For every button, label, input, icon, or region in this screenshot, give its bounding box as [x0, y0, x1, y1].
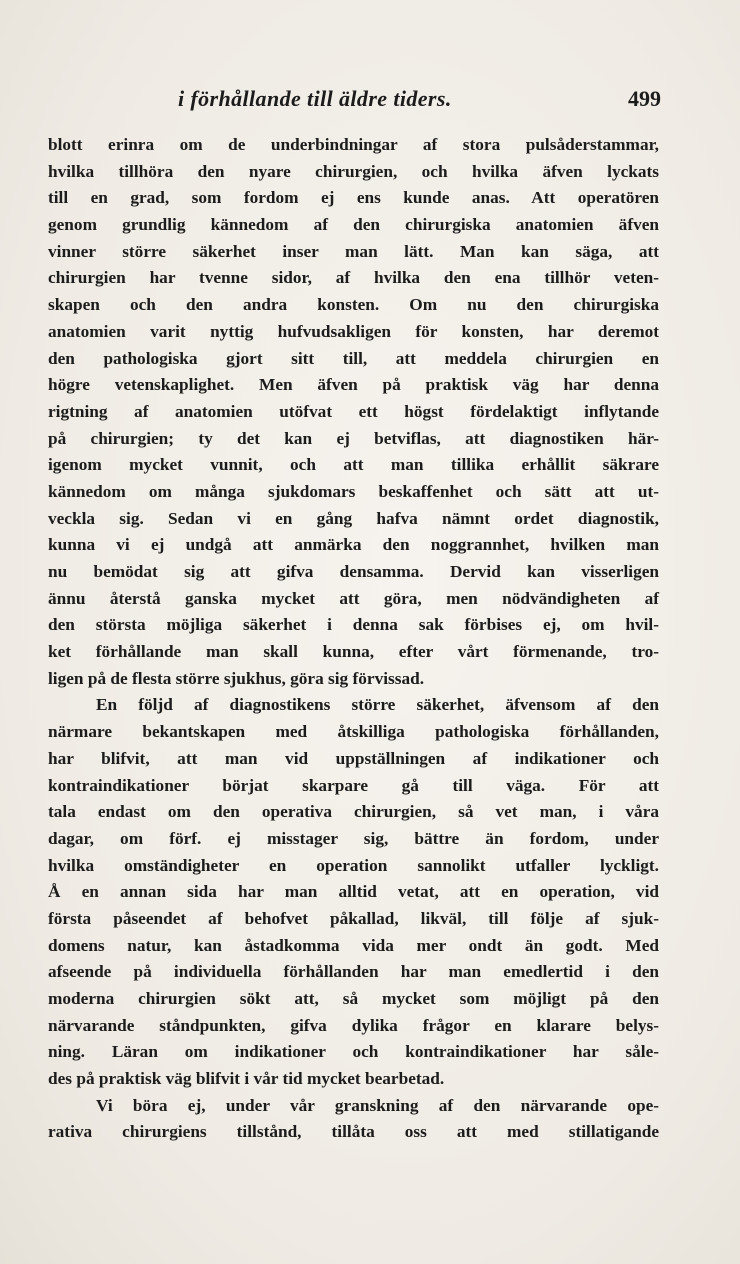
text-line: veckla sig. Sedan vi en gång hafva nämnt ordet diagnostik,: [48, 508, 659, 528]
text-line: igenom mycket vunnit, och att man tillika erhållit säkrare: [48, 455, 659, 475]
text-line: ligen på de flesta större sjukhus, göra sig förvissad.: [48, 668, 425, 688]
text-line: skapen och den andra konsten. Om nu den chirurgiska: [48, 295, 659, 315]
text-line: afseende på individuella förhållanden har man emedlertid i den: [48, 962, 659, 982]
text-line: hvilka omständigheter en operation sannolikt utfaller lyckligt.: [48, 855, 659, 875]
page-header: [48, 86, 661, 120]
text-line: blott erinra om de underbindningar af stora pulsåderstammar,: [48, 135, 659, 154]
text-line: har blifvit, att man vid uppställningen af indikationer och: [48, 748, 659, 768]
text-line: nu bemödat sig att gifva densamma. Dervid kan visserligen: [48, 562, 659, 581]
text-line: kontraindikationer börjat skarpare gå till väga. För att: [48, 775, 659, 795]
text-line: Vi böra ej, under vår granskning af den närvarande ope-: [96, 1095, 659, 1115]
text-line: närmare bekantskapen med åtskilliga pathologiska förhållanden,: [48, 722, 659, 742]
text-line: domens natur, kan åstadkomma vida mer ondt än godt. Med: [48, 935, 659, 955]
text-line: den pathologiska gjort sitt till, att meddela chirurgien en: [48, 348, 659, 368]
text-line: rativa chirurgiens tillstånd, tillåta oss att med stillatigande: [48, 1122, 659, 1142]
text-line: första påseendet af behofvet påkallad, likväl, till följe af sjuk-: [48, 908, 659, 928]
text-line: Å en annan sida har man alltid vetat, att en operation, vid: [48, 882, 659, 902]
body-text: [48, 132, 659, 1146]
page-number: 499: [628, 86, 661, 111]
text-line: kunna vi ej undgå att anmärka den noggrannhet, hvilken man: [48, 535, 659, 555]
text-line: genom grundlig kännedom af den chirurgiska anatomien äfven: [48, 215, 659, 235]
text-line: tala endast om den operativa chirurgien, så vet man, i våra: [48, 802, 659, 822]
text-line: hvilka tillhöra den nyare chirurgien, och hvilka äfven lyckats: [48, 161, 659, 181]
text-line: den största möjliga säkerhet i denna sak förbises ej, om hvil-: [48, 615, 659, 635]
text-line: på chirurgien; ty det kan ej betviflas, att diagnostiken här-: [48, 428, 659, 448]
text-line: moderna chirurgien sökt att, så mycket som möjligt på den: [48, 989, 659, 1008]
text-line: chirurgien har tvenne sidor, af hvilka den ena tillhör veten-: [48, 268, 659, 288]
text-line: ning. Läran om indikationer och kontraindikationer har såle-: [48, 1042, 659, 1062]
text-line: högre vetenskaplighet. Men äfven på praktisk väg har denna: [48, 375, 659, 395]
text-line: kännedom om många sjukdomars beskaffenhet och sätt att ut-: [48, 481, 659, 501]
text-line: des på praktisk väg blifvit i vår tid mycket bearbetad.: [48, 1069, 445, 1089]
text-line: rigtning af anatomien utöfvat ett högst fördelaktigt inflytande: [48, 401, 659, 421]
text-line: En följd af diagnostikens större säkerhet, äfvensom af den: [96, 695, 659, 715]
text-line: närvarande ståndpunkten, gifva dylika frågor en klarare belys-: [48, 1015, 659, 1035]
text-line: ket förhållande man skall kunna, efter vårt förmenande, tro-: [48, 642, 659, 662]
text-line: anatomien varit nyttig hufvudsakligen för konsten, har deremot: [48, 321, 659, 341]
text-line: till en grad, som fordom ej ens kunde anas. Att operatören: [48, 188, 659, 208]
running-title: i förhållande till äldre tiders.: [178, 86, 452, 111]
text-line: vinner större säkerhet inser man lätt. Man kan säga, att: [48, 241, 659, 261]
text-line: ännu återstå ganska mycket att göra, men nödvändigheten af: [48, 588, 659, 608]
text-line: dagar, om förf. ej misstager sig, bättre än fordom, under: [48, 828, 659, 848]
